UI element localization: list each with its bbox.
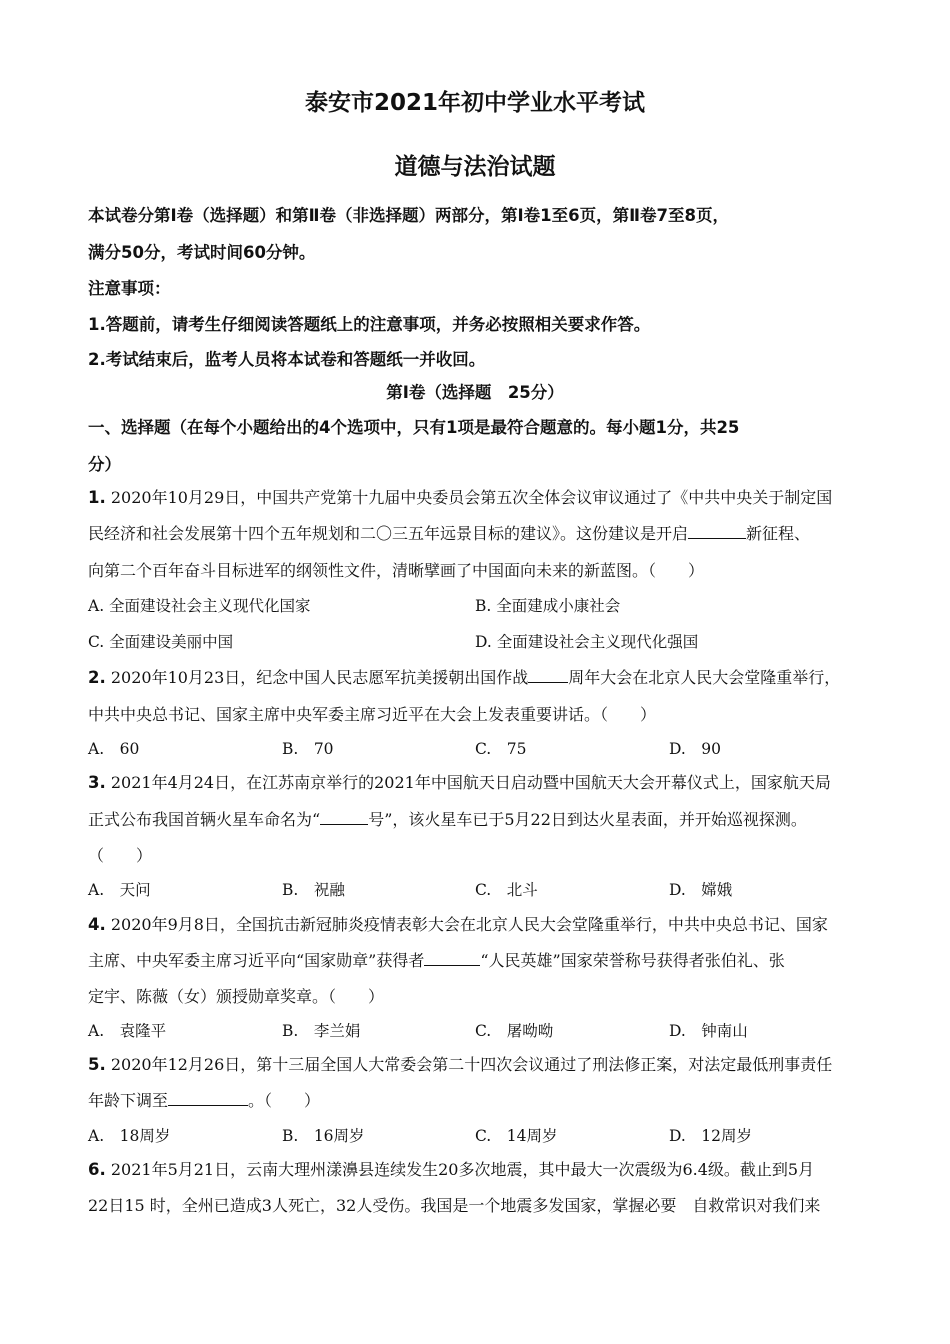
option-c: C. 全面建设美丽中国 — [88, 633, 234, 651]
option-c: C. 14周岁 — [475, 1127, 558, 1145]
question-5-line-2 — [88, 1090, 320, 1112]
question-text: 2020年12月26日，第十三届全国人大常委会第二十四次会议通过了刑法修正案，对法定最低刑事责任 — [110, 1055, 833, 1074]
answer-blank — [168, 1091, 248, 1106]
option-a: A. 袁隆平 — [88, 1022, 167, 1040]
question-1-line-2 — [88, 523, 810, 545]
option-b: B. 祝融 — [282, 881, 345, 899]
question-number: 1. — [88, 488, 106, 507]
section-instructions-1: 一、选择题（在每个小题给出的4个选项中，只有1项是最符合题意的。每小题1分，共25 — [88, 418, 740, 437]
section-heading: 第Ⅰ卷（选择题 25分） — [386, 383, 564, 402]
question-6-line-2: 22日15 时，全州已造成3人死亡，32人受伤。我国是一个地震多发国家，掌握必要 自救常识对我们来 — [88, 1196, 821, 1215]
option-b: B. 全面建成小康社会 — [475, 597, 621, 615]
question-4-line-1 — [88, 914, 828, 936]
question-number: 3. — [88, 773, 106, 792]
option-c: C. 屠呦呦 — [475, 1022, 554, 1040]
option-a: A. 天问 — [88, 881, 151, 899]
option-d: D. 钟南山 — [669, 1022, 748, 1040]
note-2: 2.考试结束后，监考人员将本试卷和答题纸一并收回。 — [88, 350, 486, 369]
intro-line-1: 本试卷分第Ⅰ卷（选择题）和第Ⅱ卷（非选择题）两部分，第Ⅰ卷1至6页，第Ⅱ卷7至8页， — [88, 206, 729, 225]
question-text: 2020年10月23日，纪念中国人民志愿军抗美援朝出国作战 — [110, 668, 529, 687]
question-4-line-3: 定宇、陈薇（女）颁授勋章奖章。（ ） — [88, 987, 385, 1006]
option-c: C. 75 — [475, 740, 527, 758]
section-instructions-2: 分） — [88, 455, 121, 474]
answer-blank — [320, 810, 368, 825]
question-text: 主席、中央军委主席习近平向“国家勋章”获得者 — [88, 951, 425, 970]
option-a: A. 60 — [88, 740, 140, 758]
exam-subtitle: 道德与法治试题 — [394, 154, 556, 180]
intro-line-2: 满分50分，考试时间60分钟。 — [88, 243, 316, 262]
option-d: D. 嫦娥 — [669, 881, 733, 899]
question-1-line-1 — [88, 487, 832, 509]
question-text: 正式公布我国首辆火星车命名为“ — [88, 810, 321, 829]
answer-blank — [424, 951, 480, 966]
option-c: C. 北斗 — [475, 881, 538, 899]
question-number: 6. — [88, 1160, 106, 1179]
question-text: 2021年4月24日，在江苏南京举行的2021年中国航天日启动暨中国航天大会开幕仪式上，国家航天局 — [110, 773, 831, 792]
question-number: 5. — [88, 1055, 106, 1074]
option-b: B. 李兰娟 — [282, 1022, 361, 1040]
exam-title: 泰安市2021年初中学业水平考试 — [304, 90, 645, 116]
question-number: 4. — [88, 915, 106, 934]
question-number: 2. — [88, 668, 106, 687]
question-2-line-2: 中共中央总书记、国家主席中央军委主席习近平在大会上发表重要讲话。（ ） — [88, 705, 657, 724]
option-b: B. 16周岁 — [282, 1127, 365, 1145]
question-text: “人民英雄”国家荣誉称号获得者张伯礼、张 — [480, 951, 785, 970]
option-d: D. 12周岁 — [669, 1127, 753, 1145]
question-3-line-1 — [88, 772, 831, 794]
question-text: 2021年5月21日，云南大理州漾濞县连续发生20多次地震，其中最大一次震级为6.4级。截止到5月 — [110, 1160, 815, 1179]
question-1-line-3: 向第二个百年奋斗目标进军的纲领性文件，清晰擘画了中国面向未来的新蓝图。（ ） — [88, 561, 705, 580]
question-text: 新征程、 — [746, 524, 811, 543]
option-a: A. 18周岁 — [88, 1127, 171, 1145]
option-d: D. 90 — [669, 740, 722, 758]
question-6-line-1 — [88, 1159, 814, 1181]
notes-title: 注意事项： — [88, 279, 171, 298]
option-a: A. 全面建设社会主义现代化国家 — [88, 597, 311, 615]
question-4-line-2 — [88, 950, 785, 972]
question-5-line-1 — [88, 1054, 832, 1076]
question-text: 2020年10月29日，中国共产党第十九届中央委员会第五次全体会议审议通过了《中共中央关于制定国 — [110, 488, 833, 507]
answer-blank — [528, 668, 568, 683]
question-text: 年龄下调至 — [88, 1091, 169, 1110]
answer-blank — [688, 524, 746, 539]
question-text: 民经济和社会发展第十四个五年规划和二〇三五年远景目标的建议》。这份建议是开启 — [88, 524, 689, 543]
option-b: B. 70 — [282, 740, 334, 758]
question-text: 。（ ） — [248, 1091, 321, 1110]
question-text: 周年大会在北京人民大会堂隆重举行， — [568, 668, 841, 687]
question-3-line-2 — [88, 809, 807, 831]
question-text: 2020年9月8日，全国抗击新冠肺炎疫情表彰大会在北京人民大会堂隆重举行，中共中央总书记、国家 — [110, 915, 828, 934]
option-d: D. 全面建设社会主义现代化强国 — [475, 633, 699, 651]
question-text: 号”，该火星车已于5月22日到达火星表面，并开始巡视探测。 — [368, 810, 807, 829]
question-3-line-3: （ ） — [88, 846, 153, 865]
note-1: 1.答题前，请考生仔细阅读答题纸上的注意事项，并务必按照相关要求作答。 — [88, 315, 651, 334]
question-2-line-1 — [88, 667, 840, 689]
